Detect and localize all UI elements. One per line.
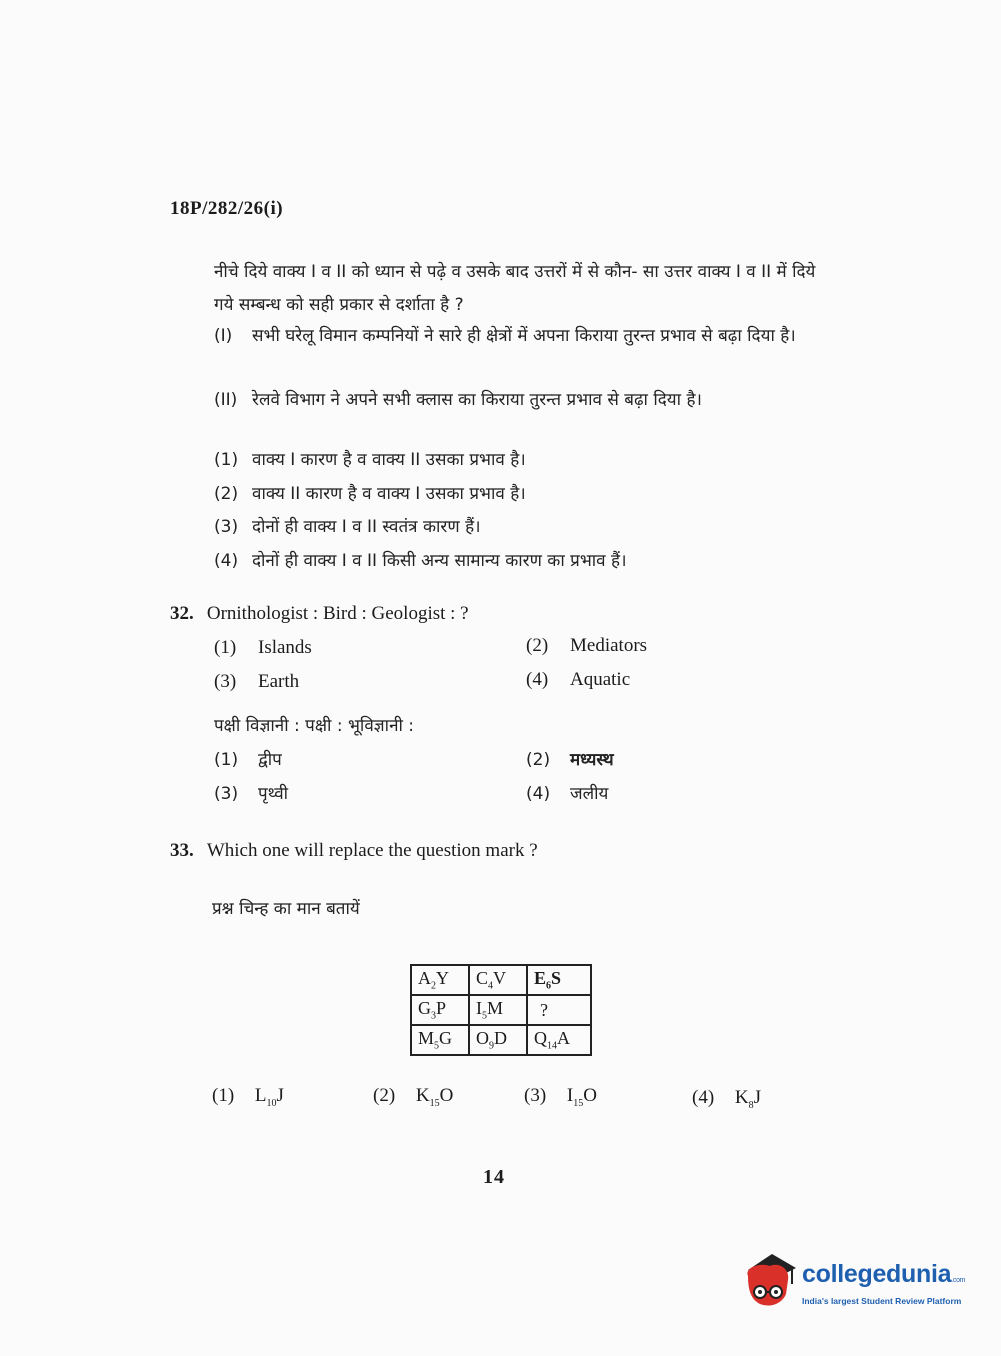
grid-cell: $A_2Y$ xyxy=(411,965,469,995)
option-text: $L_{10}J$ xyxy=(254,1085,284,1109)
option-text: वाक्य I कारण है व वाक्य II उसका प्रभाव है। xyxy=(252,450,526,470)
question-number: 33. xyxy=(170,840,194,861)
grid-cell-question: ? xyxy=(527,995,591,1025)
option-number: (2) xyxy=(526,635,549,656)
q33-question xyxy=(170,840,538,862)
q33-option-4 xyxy=(692,1087,761,1111)
option-text: $K_8J$ xyxy=(734,1087,762,1111)
question-text: Ornithologist : Bird : Geologist : ? xyxy=(206,603,469,624)
q32-question-hindi: पक्षी विज्ञानी : पक्षी : भूविज्ञानी : xyxy=(214,716,415,736)
q33-option-1 xyxy=(212,1085,284,1109)
option-text: Mediators xyxy=(570,635,648,656)
option-text: Islands xyxy=(258,637,312,658)
page-number: 14 xyxy=(483,1166,505,1188)
option-number: (3) xyxy=(524,1085,547,1106)
q31-intro: नीचे दिये वाक्य I व II को ध्यान से पढ़े व उसके बाद उत्तरों में से कौन- सा उत्तर वाक्य I व II में दिये गये सम्बन्ध को सही प्रकार से दर्शाता है ? xyxy=(214,262,816,315)
q31-option-1 xyxy=(214,444,526,477)
option-text: $I_{15}O$ xyxy=(566,1085,597,1109)
option-text: दोनों ही वाक्य I व II स्वतंत्र कारण हैं। xyxy=(252,517,481,537)
option-number: (1) xyxy=(214,450,239,470)
q33-option-2 xyxy=(373,1085,453,1109)
option-number: (1) xyxy=(214,750,239,770)
question-text: Which one will replace the question mark ? xyxy=(206,840,538,861)
option-number: (1) xyxy=(214,637,237,658)
q32-hindi-option-2 xyxy=(526,744,614,777)
grid-cell: $G_3P$ xyxy=(411,995,469,1025)
q32-option-2 xyxy=(526,635,647,657)
q32-option-4 xyxy=(526,669,630,691)
q31-option-2 xyxy=(214,478,526,511)
grid-row xyxy=(411,1025,591,1055)
q31-option-4 xyxy=(214,545,627,578)
option-text: जलीय xyxy=(570,784,609,804)
option-number: (3) xyxy=(214,784,239,804)
q31-statement-2 xyxy=(214,384,834,417)
grid-row xyxy=(411,965,591,995)
brand-name: collegedunia xyxy=(802,1260,952,1288)
option-number: (2) xyxy=(373,1085,396,1106)
statement-text: रेलवे विभाग ने अपने सभी क्लास का किराया तुरन्त प्रभाव से बढ़ा दिया है। xyxy=(252,390,702,410)
option-text: दोनों ही वाक्य I व II किसी अन्य सामान्य कारण का प्रभाव हैं। xyxy=(252,551,627,571)
q32-option-1 xyxy=(214,637,312,659)
option-number: (4) xyxy=(214,551,239,571)
option-text: मध्यस्थ xyxy=(570,750,614,770)
grid-cell: $E_6S$ xyxy=(527,965,591,995)
letter-grid xyxy=(410,964,592,1056)
option-text: पृथ्वी xyxy=(258,784,289,804)
q33-option-3 xyxy=(524,1085,597,1109)
q32-hindi-option-3 xyxy=(214,778,288,811)
question-number: 32. xyxy=(170,603,194,624)
grid-cell: $Q_{14}A$ xyxy=(527,1025,591,1055)
q31-statement-1 xyxy=(214,320,834,353)
q31-option-3 xyxy=(214,511,481,544)
q32-option-3 xyxy=(214,671,299,693)
statement-number: (II) xyxy=(214,390,238,410)
option-text: द्वीप xyxy=(258,750,282,770)
option-number: (3) xyxy=(214,517,239,537)
option-number: (1) xyxy=(212,1085,235,1106)
grid-row xyxy=(411,995,591,1025)
option-number: (4) xyxy=(526,784,551,804)
brand-suffix: .com xyxy=(951,1277,966,1284)
grid-cell: $M_5G$ xyxy=(411,1025,469,1055)
option-text: $K_{15}O$ xyxy=(415,1085,454,1109)
option-number: (2) xyxy=(214,484,239,504)
grid-cell: $O_9D$ xyxy=(469,1025,527,1055)
q32-hindi-option-4 xyxy=(526,778,608,811)
option-text: Aquatic xyxy=(570,669,631,690)
grid-cell: $I_5M$ xyxy=(469,995,527,1025)
grid-cell: $C_4V$ xyxy=(469,965,527,995)
option-number: (2) xyxy=(526,750,551,770)
option-number: (4) xyxy=(526,669,549,690)
paper-code: 18P/282/26(i) xyxy=(170,198,284,219)
option-text: वाक्य II कारण है व वाक्य I उसका प्रभाव है। xyxy=(252,484,526,504)
q32-question xyxy=(170,603,469,625)
brand-tagline: India's largest Student Review Platform xyxy=(802,1296,962,1306)
option-text: Earth xyxy=(258,671,300,692)
statement-text: सभी घरेलू विमान कम्पनियों ने सारे ही क्षेत्रों में अपना किराया तुरन्त प्रभाव से बढ़ा दिया है। xyxy=(252,326,796,346)
q33-question-hindi: प्रश्न चिन्ह का मान बतायें xyxy=(212,899,360,919)
collegedunia-watermark xyxy=(742,1250,974,1320)
statement-number: (I) xyxy=(214,326,233,346)
option-number: (4) xyxy=(692,1087,715,1108)
mascot-icon xyxy=(742,1250,798,1314)
q32-hindi-option-1 xyxy=(214,744,282,777)
option-number: (3) xyxy=(214,671,237,692)
